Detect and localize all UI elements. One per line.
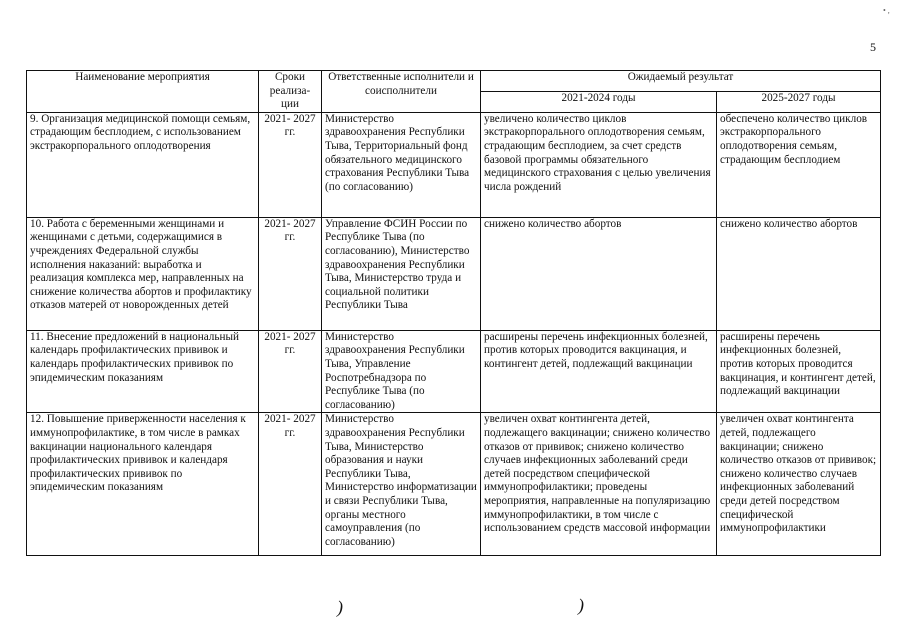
page-number: 5: [870, 40, 876, 54]
row-result-2021-2024: снижено количество абортов: [481, 217, 717, 330]
row-responsible: Министерство здравоохранения Республики Тыва, Управление Роспотребнадзора по Республике Тыва (по согласованию): [322, 330, 481, 413]
row-terms: 2021- 2027 гг.: [259, 112, 322, 217]
row-terms: 2021- 2027 гг.: [259, 217, 322, 330]
header-name: Наименование мероприятия: [27, 71, 259, 113]
signature-mark-right: ): [578, 595, 584, 615]
table-row: [27, 217, 881, 330]
table-row: [27, 413, 881, 556]
row-terms: 2021- 2027 гг.: [259, 330, 322, 413]
header-expected-result: Ожидаемый результат: [481, 71, 881, 92]
row-responsible: Министерство здравоохранения Республики Тыва, Территориальный фонд обязательного медицинского страхования Республики Тыва (по согласованию): [322, 112, 481, 217]
table-row: [27, 330, 881, 413]
row-result-2021-2024: увеличено количество циклов экстракорпорального оплодотворения семьям, страдающим бесплодием, за счет средств базовой программы обязательного медицинского страхования с целью увеличения числа рождений: [481, 112, 717, 217]
header-responsible: Ответственные исполнители и соисполнители: [322, 71, 481, 113]
header-period-2021-2024: 2021-2024 годы: [481, 91, 717, 112]
row-result-2021-2024: увеличен охват контингента детей, подлежащего вакцинации; снижено количество отказов от прививок; снижено количество случаев инфекционных заболеваний среди детей посредством специфической иммунопрофилактики; проведены мероприятия, направленные на популяризацию иммунопрофилактики, в том числе с использованием средств массовой информации: [481, 413, 717, 556]
row-result-2025-2027: расширены перечень инфекционных болезней, против которых проводится вакцинация, и контингент детей, подлежащий вакцинации: [717, 330, 881, 413]
row-result-2025-2027: увеличен охват контингента детей, подлежащего вакцинации; снижено количество отказов от прививок; снижено количество случаев инфекционных заболеваний среди детей посредством специфической иммунопрофилактики: [717, 413, 881, 556]
corner-mark: • ,: [883, 6, 890, 15]
row-result-2021-2024: расширены перечень инфекционных болезней, против которых проводится вакцинация, и контингент детей, подлежащий вакцинации: [481, 330, 717, 413]
row-name: 12. Повышение приверженности населения к иммунопрофилактике, в том числе в рамках вакцинации национального календаря профилактических прививок и календаря профилактических прививок по эпидемическим показаниям: [27, 413, 259, 556]
header-terms: Сроки реализа- ции: [259, 71, 322, 113]
row-name: 9. Организация медицинской помощи семьям, страдающим бесплодием, с использованием экстракорпорального оплодотворения: [27, 112, 259, 217]
action-plan-table: [26, 70, 881, 556]
row-result-2025-2027: обеспечено количество циклов экстракорпорального оплодотворения семьям, страдающим бесплодием: [717, 112, 881, 217]
row-name: 11. Внесение предложений в национальный календарь профилактических прививок и календарь профилактических прививок по эпидемическим показаниям: [27, 330, 259, 413]
signature-mark-left: ): [337, 597, 343, 617]
row-result-2025-2027: снижено количество абортов: [717, 217, 881, 330]
row-name: 10. Работа с беременными женщинами и женщинами с детьми, содержащимися в учреждениях Федеральной службы исполнения наказаний: выработка и реализация комплекса мер, направленных на снижение количества абортов и профилактику отказов матерей от новорожденных детей: [27, 217, 259, 330]
row-terms: 2021- 2027 гг.: [259, 413, 322, 556]
row-responsible: Управление ФСИН России по Республике Тыва (по согласованию), Министерство здравоохранения Республики Тыва, Министерство труда и социальной политики Республики Тыва: [322, 217, 481, 330]
header-period-2025-2027: 2025-2027 годы: [717, 91, 881, 112]
table-row: [27, 112, 881, 217]
row-responsible: Министерство здравоохранения Республики Тыва, Министерство образования и науки Республики Тыва, Министерство информатизации и связи Республики Тыва, органы местного самоуправления (по согласованию): [322, 413, 481, 556]
table-header-row: [27, 71, 881, 92]
